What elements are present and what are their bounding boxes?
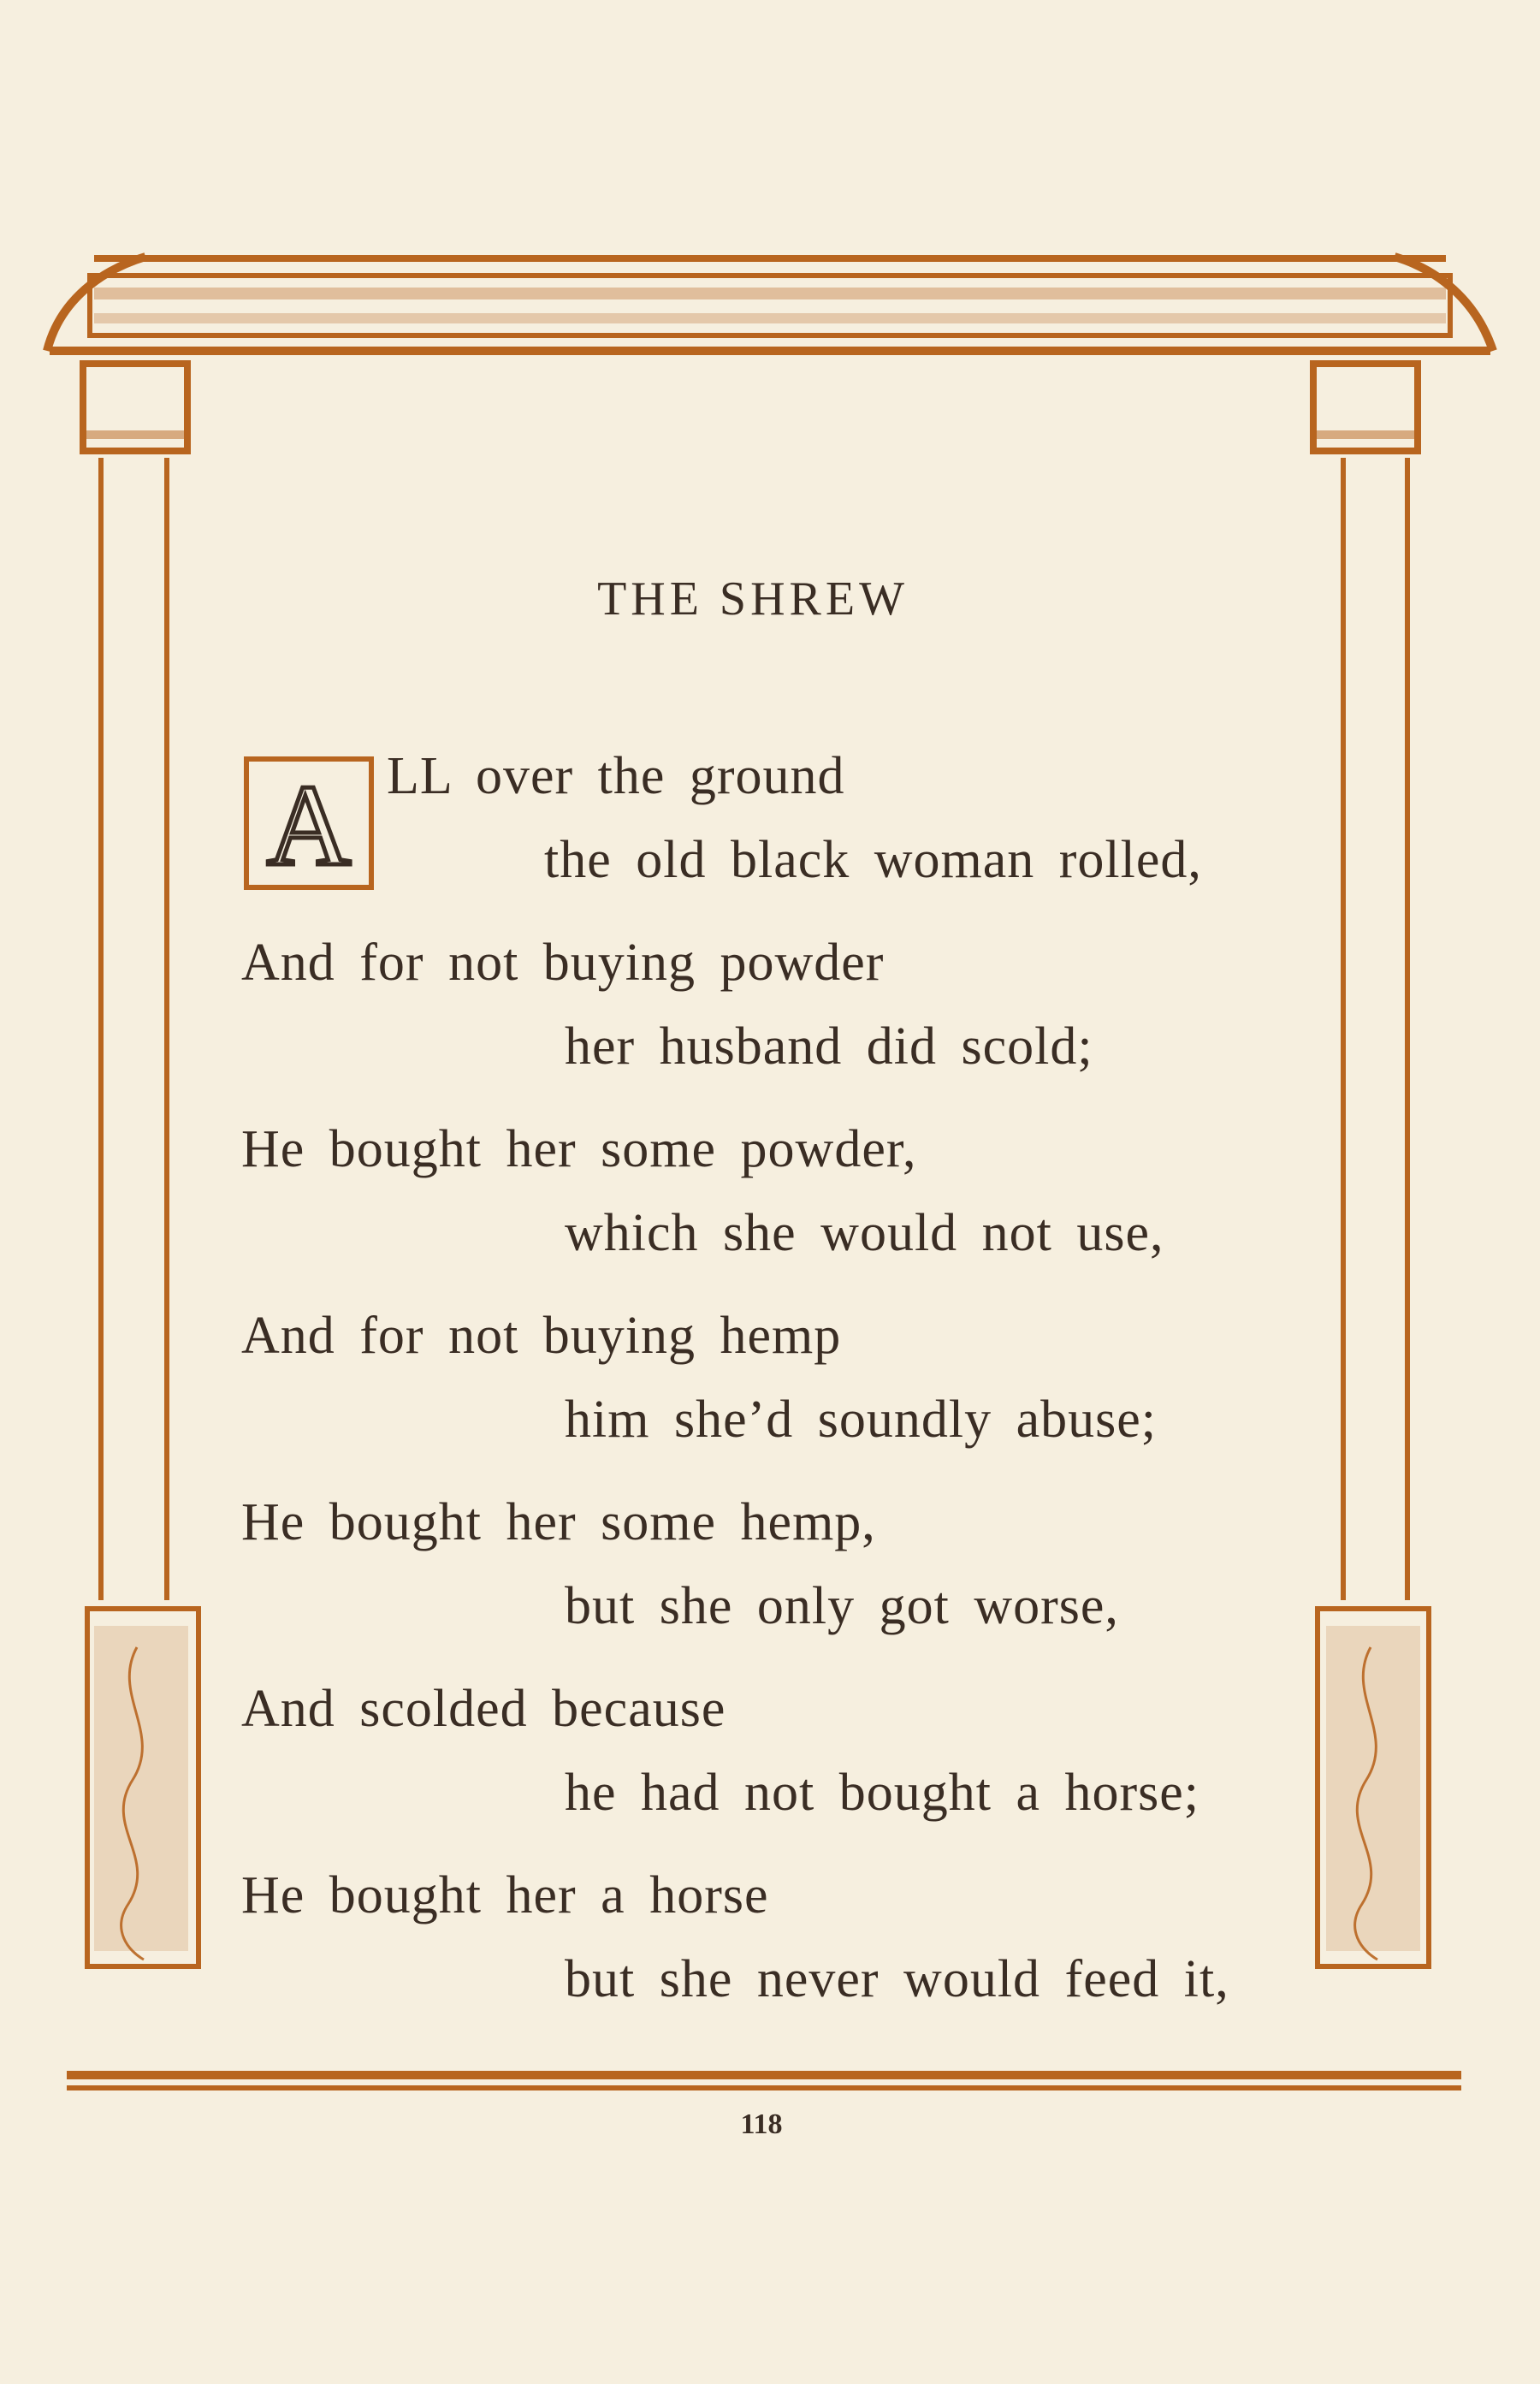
poem-first-line: LL over the ground: [387, 747, 845, 805]
poem-line-9: but she only got worse,: [565, 1577, 1119, 1635]
frame-roof-tile-strip: [94, 288, 1446, 299]
poem-line-7: him she’d soundly abuse;: [565, 1391, 1157, 1449]
page-number: 118: [740, 2108, 783, 2140]
poem-line-8: He bought her some hemp,: [241, 1493, 876, 1551]
poem-line-3: her husband did scold;: [565, 1017, 1093, 1076]
poem-line-10: And scolded because: [241, 1680, 726, 1738]
poem-line-13: but she never would feed it,: [565, 1950, 1229, 2008]
frame-left-capital-band: [86, 430, 184, 439]
poem-line-12: He bought her a horse: [241, 1866, 769, 1924]
page-title: THE SHREW: [597, 572, 909, 626]
frame-right-capital-band: [1316, 430, 1414, 439]
frame-left-dragon-fill: [94, 1626, 188, 1951]
frame-right-dragon-fill: [1326, 1626, 1420, 1951]
svg-text:A: A: [266, 762, 352, 890]
frame-roof-tile-strip-lower: [94, 313, 1446, 323]
frame-roof-pattern-band: [90, 276, 1450, 335]
poem-line-11: he had not bought a horse;: [565, 1764, 1200, 1822]
poem-line-2: And for not buying powder: [241, 934, 885, 992]
drop-cap-a: [242, 755, 376, 892]
poem-line-5: which she would not use,: [565, 1204, 1164, 1262]
poem-line-1: the old black woman rolled,: [544, 831, 1202, 889]
poem-line-6: And for not buying hemp: [241, 1307, 842, 1365]
poem-line-4: He bought her some powder,: [241, 1120, 917, 1178]
